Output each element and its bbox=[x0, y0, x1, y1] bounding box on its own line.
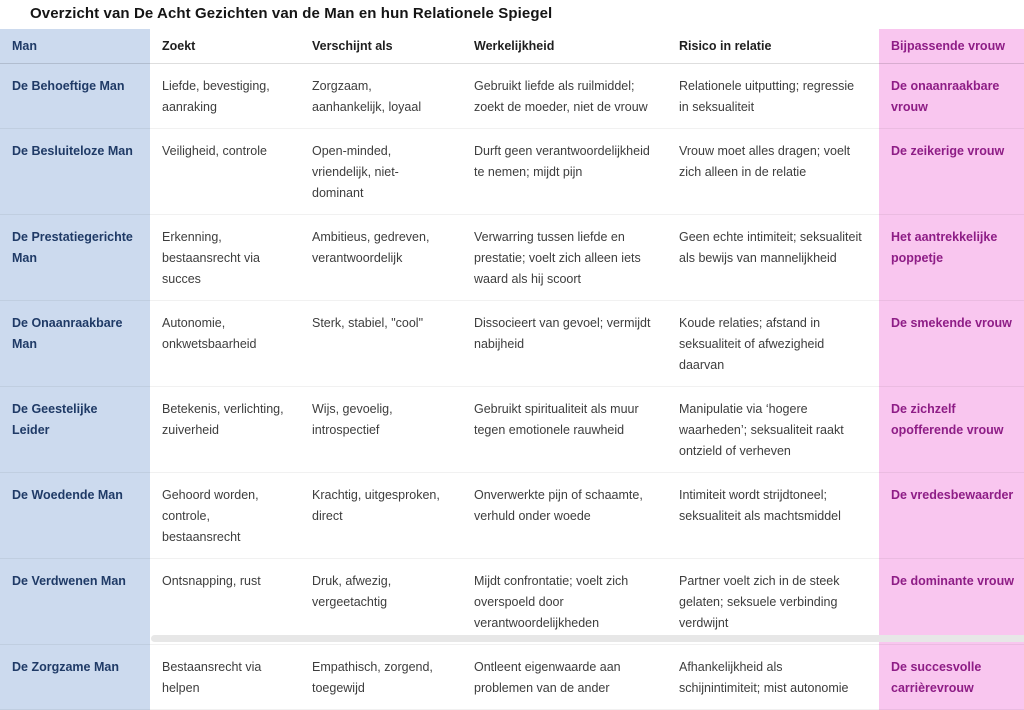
page-title: Overzicht van De Acht Gezichten van de Man en hun Relationele Spiegel bbox=[30, 5, 553, 22]
vrouw-cell: De zeikerige vrouw bbox=[879, 129, 1024, 215]
table-row bbox=[0, 301, 1024, 387]
man-cell: De Onaanraakbare Man bbox=[0, 301, 150, 387]
table-row bbox=[0, 473, 1024, 559]
werkelijkheid-cell: Durft geen verantwoordelijkheid te nemen; mijdt pijn bbox=[462, 129, 667, 215]
verschijnt-als-cell: Ambitieus, gedreven, verantwoordelijk bbox=[300, 215, 462, 301]
risico-cell: Intimiteit wordt strijdtoneel; seksualiteit als machtsmiddel bbox=[667, 473, 879, 559]
table-row bbox=[0, 64, 1024, 129]
man-cell: De Geestelijke Leider bbox=[0, 387, 150, 473]
vrouw-cell: Het aantrekkelijke poppetje bbox=[879, 215, 1024, 301]
risico-cell: Manipulatie via ‘hogere waarheden’; seksualiteit raakt ontzield of verheven bbox=[667, 387, 879, 473]
table-row bbox=[0, 387, 1024, 473]
verschijnt-als-cell: Open-minded, vriendelijk, niet-dominant bbox=[300, 129, 462, 215]
zoekt-cell: Erkenning, bestaansrecht via succes bbox=[150, 215, 300, 301]
vrouw-cell: De succesvolle carrièrevrouw bbox=[879, 645, 1024, 710]
zoekt-cell: Ontsnapping, rust bbox=[150, 559, 300, 645]
zoekt-cell: Autonomie, onkwetsbaarheid bbox=[150, 301, 300, 387]
column-header-zoekt: Zoekt bbox=[150, 29, 300, 64]
column-header-werkelijkheid: Werkelijkheid bbox=[462, 29, 667, 64]
table-body bbox=[0, 64, 1024, 710]
vrouw-cell: De onaanraakbare vrouw bbox=[879, 64, 1024, 129]
verschijnt-als-cell: Wijs, gevoelig, introspectief bbox=[300, 387, 462, 473]
relations-table bbox=[0, 29, 1024, 695]
table-row bbox=[0, 559, 1024, 645]
verschijnt-als-cell: Empathisch, zorgend, toegewijd bbox=[300, 645, 462, 710]
vrouw-cell: De vredesbewaarder bbox=[879, 473, 1024, 559]
column-header-man: Man bbox=[0, 29, 150, 64]
man-cell: De Besluiteloze Man bbox=[0, 129, 150, 215]
risico-cell: Partner voelt zich in de steek gelaten; seksuele verbinding verdwijnt bbox=[667, 559, 879, 645]
vrouw-cell: De zichzelf opofferende vrouw bbox=[879, 387, 1024, 473]
table-row bbox=[0, 645, 1024, 710]
risico-cell: Vrouw moet alles dragen; voelt zich alleen in de relatie bbox=[667, 129, 879, 215]
man-cell: De Behoeftige Man bbox=[0, 64, 150, 129]
werkelijkheid-cell: Mijdt confrontatie; voelt zich overspoeld door verantwoordelijkheden bbox=[462, 559, 667, 645]
zoekt-cell: Gehoord worden, controle, bestaansrecht bbox=[150, 473, 300, 559]
zoekt-cell: Liefde, bevestiging, aanraking bbox=[150, 64, 300, 129]
man-cell: De Prestatiegerichte Man bbox=[0, 215, 150, 301]
risico-cell: Geen echte intimiteit; seksualiteit als bewijs van mannelijkheid bbox=[667, 215, 879, 301]
risico-cell: Koude relaties; afstand in seksualiteit of afwezigheid daarvan bbox=[667, 301, 879, 387]
vrouw-cell: De dominante vrouw bbox=[879, 559, 1024, 645]
column-header-bijpassende-vrouw: Bijpassende vrouw bbox=[879, 29, 1024, 64]
man-cell: De Woedende Man bbox=[0, 473, 150, 559]
risico-cell: Afhankelijkheid als schijnintimiteit; mist autonomie bbox=[667, 645, 879, 710]
werkelijkheid-cell: Dissocieert van gevoel; vermijdt nabijheid bbox=[462, 301, 667, 387]
werkelijkheid-cell: Gebruikt spiritualiteit als muur tegen emotionele rauwheid bbox=[462, 387, 667, 473]
man-cell: De Verdwenen Man bbox=[0, 559, 150, 645]
werkelijkheid-cell: Gebruikt liefde als ruilmiddel; zoekt de moeder, niet de vrouw bbox=[462, 64, 667, 129]
column-header-risico-in-relatie: Risico in relatie bbox=[667, 29, 879, 64]
verschijnt-als-cell: Zorgzaam, aanhankelijk, loyaal bbox=[300, 64, 462, 129]
verschijnt-als-cell: Druk, afwezig, vergeetachtig bbox=[300, 559, 462, 645]
werkelijkheid-cell: Verwarring tussen liefde en prestatie; voelt zich alleen iets waard als hij scoort bbox=[462, 215, 667, 301]
man-cell: De Zorgzame Man bbox=[0, 645, 150, 710]
column-header-verschijnt-als: Verschijnt als bbox=[300, 29, 462, 64]
werkelijkheid-cell: Onverwerkte pijn of schaamte, verhuld onder woede bbox=[462, 473, 667, 559]
werkelijkheid-cell: Ontleent eigenwaarde aan problemen van de ander bbox=[462, 645, 667, 710]
zoekt-cell: Bestaansrecht via helpen bbox=[150, 645, 300, 710]
table-row bbox=[0, 129, 1024, 215]
table-row bbox=[0, 215, 1024, 301]
table-header-row bbox=[0, 29, 1024, 64]
zoekt-cell: Betekenis, verlichting, zuiverheid bbox=[150, 387, 300, 473]
verschijnt-als-cell: Krachtig, uitgesproken, direct bbox=[300, 473, 462, 559]
zoekt-cell: Veiligheid, controle bbox=[150, 129, 300, 215]
risico-cell: Relationele uitputting; regressie in seksualiteit bbox=[667, 64, 879, 129]
verschijnt-als-cell: Sterk, stabiel, "cool" bbox=[300, 301, 462, 387]
vrouw-cell: De smekende vrouw bbox=[879, 301, 1024, 387]
horizontal-scrollbar[interactable] bbox=[151, 635, 1024, 642]
